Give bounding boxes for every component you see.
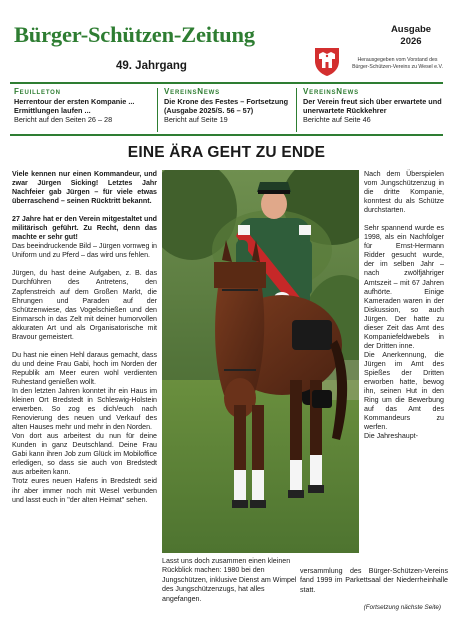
article-paragraph: Sehr spannend wurde es 1998, als ein Nachfolger für Ernst-Hermann Ridder gesucht wurde, der im selben Jahr – nach zwölfjähriger Amtszeit – mit 67 Jahren aufhörte. Einige Kameraden waren in der Diskussion, so auch Jürgen. Der hatte zu dieser Zeit das Amt des Kompaniefeldwebels in der Dritten inne. xyxy=(364,224,444,350)
edition-label xyxy=(376,24,446,48)
teaser-page-ref: Bericht auf Seite 19 xyxy=(164,115,228,124)
crest-icon xyxy=(313,46,341,77)
teaser-vereinsnews-2[interactable] xyxy=(303,87,445,124)
teaser-page-ref: Berichte auf Seite 46 xyxy=(303,115,371,124)
teaser-headline: Die Krone des Festes – Fortsetzung (Ausgabe 2025/S. 56 – 57) xyxy=(164,97,289,115)
publisher-line-2: Bürger-Schützen-Vereins zu Wesel e.V. xyxy=(352,64,443,70)
article-paragraph: Die Anerkennung, die Jürgen im Amt des Spießes der Dritten erworben hatte, bewog ihn, seinen Hut in den Ring um die Bewerbung auf das Amt des Kommandeurs zu werfen. xyxy=(364,350,444,432)
edition-line-1: Ausgabe xyxy=(390,24,432,35)
article-bottom-right: versammlung des Bürger-Schützen-Vereins fand 1999 im Parkettsaal der Niederrheinhalle statt. xyxy=(300,567,448,594)
teaser-feuilleton[interactable] xyxy=(14,87,148,124)
teaser-divider xyxy=(157,88,158,132)
publisher-note xyxy=(345,57,450,71)
newspaper-title: Bürger-Schützen-Zeitung xyxy=(14,22,255,47)
article-bottom-left: Lasst uns doch zusammen einen kleinen Rückblick machen: 1980 bei den Jungschützen, inklusive Dienst am Wimpel des Jungschützenzugs, hat alles angefangen. xyxy=(162,557,297,603)
teaser-section: VereinsNews xyxy=(164,87,220,96)
article-paragraph: In den letzten Jahren konntet ihr ein Haus im kleinen Ort Bredstedt in Schleswig-Holstein erwerben. So zog es dich/euch nach Renovierung des neuen und Verkauf des alten Hauses mehr und mehr in den Norden. xyxy=(12,386,157,432)
commander-horse-photo xyxy=(162,170,359,553)
article-paragraph: Jürgen, du hast deine Aufgaben, z. B. das Durchführen des Antretens, den Zapfenstreich auf dem Großen Markt, die Ehrungen und Paraden auf der Schützenwiese, das Vogelschießen und den Einmarsch in das Zelt mit deiner humorvollen akkuraten Art und als Organisatorische mit Bravour gemeistert. xyxy=(12,269,157,341)
article-paragraph: Trotz eures neuen Hafens in Bredstedt seid ihr aber immer noch mit Wesel verbunden und lasst euch in "der alten Heimat" sehen. xyxy=(12,477,157,504)
teaser-headline: Herrentour der ersten Kompanie ... Ermittlungen laufen ... xyxy=(14,97,135,115)
article-paragraph: Nach dem Überspielen vom Jungschützenzug in die dritte Kompanie, konntest du als Schütze durchstarten. xyxy=(364,170,444,215)
volume-label: 49. Jahrgang xyxy=(116,60,187,72)
article-paragraph: Das beeindruckende Bild – Jürgen vornweg in Uniform und zu Pferd – das wird uns fehlen. xyxy=(12,242,157,260)
publisher-line-1: Herausgegeben vom Vorstand des xyxy=(357,57,438,63)
article-lead: Viele kennen nur einen Kommandeur, und zwar Jürgen Sicking! Letztes Jahr Nachfeier gab Jürgen – für viele etwas überraschend – seinen Rücktritt bekannt. xyxy=(12,170,157,206)
article-left-column xyxy=(12,170,157,505)
continued-note[interactable]: (Fortsetzung nächste Seite) xyxy=(363,604,441,611)
article-paragraph: Du hast nie einen Hehl daraus gemacht, dass du und deine Frau Gabi, hoch im Norden der Republik am Meer euren wohl verdienten Ruhestand genießen wollt. xyxy=(12,350,157,386)
masthead-divider xyxy=(10,82,443,84)
teaser-section: VereinsNews xyxy=(303,87,359,96)
article-paragraph: 27 Jahre hat er den Verein mitgestaltet und militärisch geführt. Zu Recht, denn das machte er sehr gut! xyxy=(12,215,157,242)
teaser-bottom-divider xyxy=(10,134,443,136)
teaser-section: Feuilleton xyxy=(14,87,61,96)
article-paragraph: Von dort aus arbeitest du nun für deine Kunden in ganz Deutschland. Deine Frau Gabi kann ihren Job zum Glück im Mobiloffice erledigen, so dass sie auch von Bredstedt aus arbeiten kann. xyxy=(12,432,157,477)
edition-year: 2026 xyxy=(400,36,422,47)
teaser-page-ref: Bericht auf den Seiten 26 – 28 xyxy=(14,115,113,124)
teaser-vereinsnews-1[interactable] xyxy=(164,87,298,124)
teaser-headline: Der Verein freut sich über erwartete und unerwartete Rückkehrer xyxy=(303,97,442,115)
article-headline: EINE ÄRA GEHT ZU ENDE xyxy=(127,144,326,161)
teaser-divider xyxy=(296,88,297,132)
article-right-column xyxy=(364,170,444,441)
article-paragraph: Die Jahreshaupt- xyxy=(364,432,419,441)
